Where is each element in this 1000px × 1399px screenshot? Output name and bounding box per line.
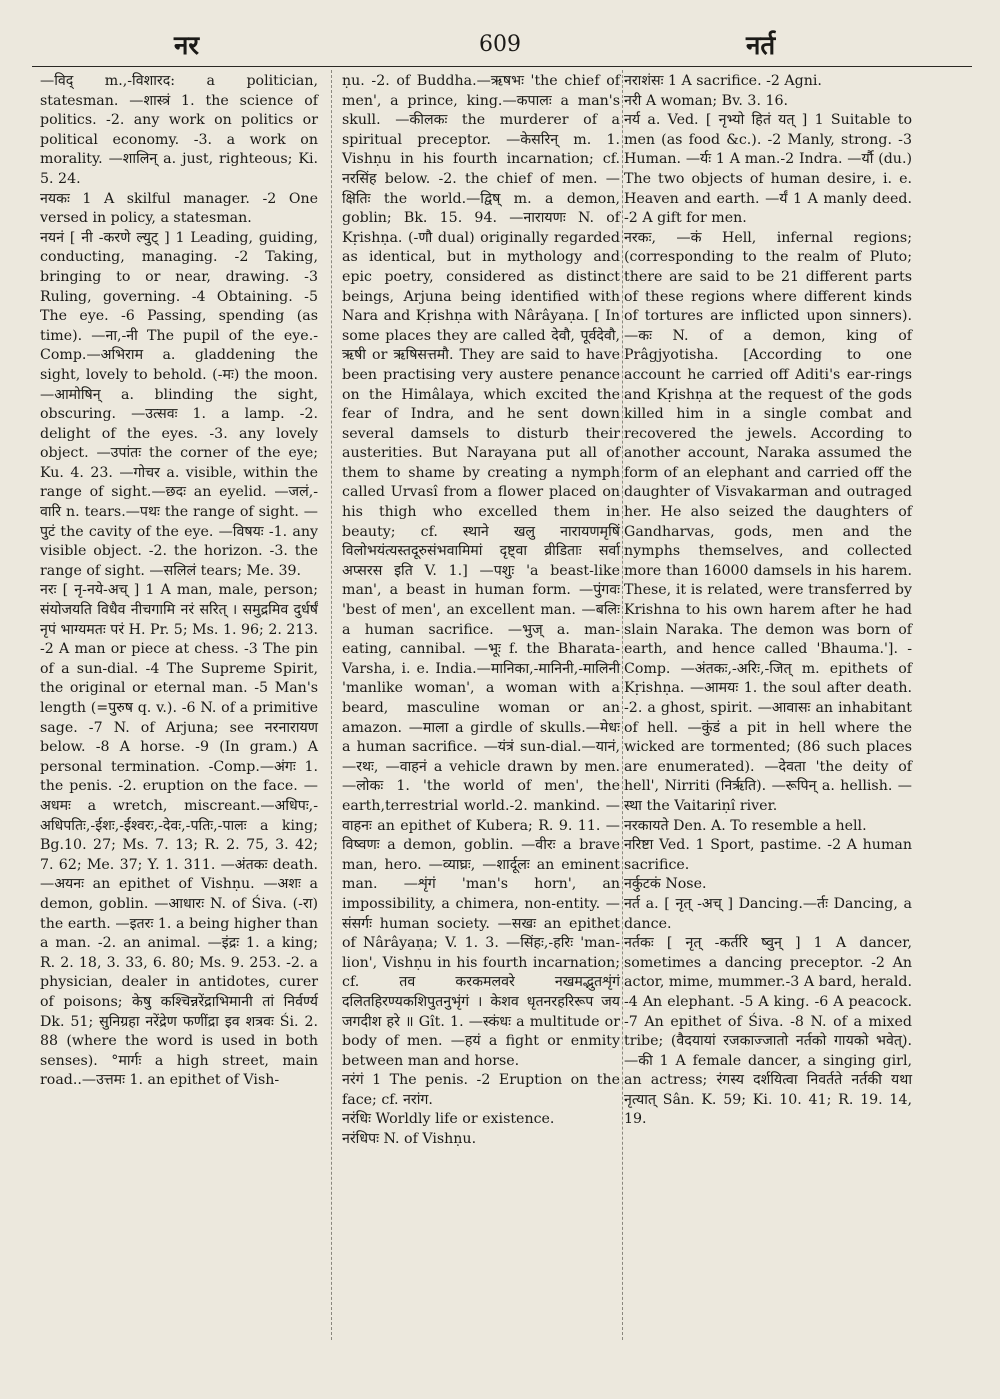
entry-paragraph: नर्य a. Ved. [ नृभ्यो हितं यत् ] 1 Suitable to men (as food &c.). -2 Manly, strong. -3 Human. —र्यः 1 A man.-2 Indra. —र्यौ (du.) The two objects of human desire, i. e. Heaven and earth. —र्यं 1 A manly deed. -2 A gift for men. xyxy=(624,112,912,227)
entry-paragraph: नर्त a. [ नृत् -अच् ] Dancing.—र्तः Dancing, a dance. xyxy=(624,895,912,932)
column-2 xyxy=(342,72,620,1150)
entry-paragraph: नरंधिः Worldly life or existence. xyxy=(342,1111,555,1128)
entry-paragraph: नरिष्टा Ved. 1 Sport, pastime. -2 A human sacrifice. xyxy=(624,837,912,873)
entry-paragraph: नर्कुटकं Nose. xyxy=(624,876,707,893)
entry-paragraph: नरकायते Den. A. To resemble a hell. xyxy=(624,817,867,834)
entry-paragraph: नरकः, —कं Hell, infernal regions; (corresponding to the realm of Pluto; there are said to be 21 different parts of these regions where different kinds of tortures are inflicted upon sinners). —कः N. of a demon, king of Prâgjyotisha. [According to one account he carried off Aditi's ear-rings and Kṛishṇa at the request of the gods killed him in a single combat and recovered the jewels. According to another account, Naraka assumed the form of an elephant and carried off the daughter of Visvakarman and outraged her. He also seized the daughters of Gandharvas, gods, men and the nymphs themselves, and collected more than 16000 damsels in his harem. These, it is related, were transferred by Krishna to his own harem after he had slain Naraka. The demon was born of earth, and hence called 'Bhauma.']. -Comp. —अंतकः,-अरिः,-जित् m. epithets of Kṛishṇa. —आमयः 1. the soul after death. -2. a ghost, spirit. —आवासः an inhabitant of hell. —कुंडं a pit in hell where the wicked are tormented; (86 such places are enumerated). —देवता 'the deity of hell', Nirriti (निर्ऋति). —रूपिन् a. hellish. —स्था the Vaitariṇî river. xyxy=(624,229,912,814)
header-rule xyxy=(32,66,972,67)
entry-paragraph: नराशंसः 1 A sacrifice. -2 Agni. xyxy=(624,73,822,89)
running-head-left: नर xyxy=(174,31,200,61)
entry-paragraph: नरंधिपः N. of Vishṇu. xyxy=(342,1131,477,1148)
column-1 xyxy=(40,72,318,1091)
entry-paragraph: ṇu. -2. of Buddha.—ऋषभः 'the chief of men', a prince, king.—कपालः a man's skull. —कीलकः the murderer of a spiritual preceptor. —केसरिन् m. 1. Vishṇu in his fourth incarnation; cf. नरसिंह below. -2. the chief of men. —क्षितिः the world.—द्विष् m. a demon, goblin; Bk. 15. 94. —नारायणः N. of Kṛishṇa. (-णौ dual) originally regarded as identical, but in mythology and epic poetry, considered as distinct beings, Arjuna being identified with Nara and Kṛishṇa with Nârâyaṇa. [ In some places they are called देवौ, पूर्वदेवौ, ऋषी or ऋषिसत्तमौ. They are said to have been practising very austere penance on the Himâlaya, which excited the fear of Indra, and he sent down several damsels to disturb their austerities. But Narayana put all of them to shame by creating a nymph called Urvasî from a flower placed on his thigh who excelled them in beauty; cf. स्थाने खलु नारायणमृषिं विलोभयंत्यस्तदूरुसंभवामिमां दृष्ट्वा व्रीडिताः सर्वा अप्सरस इति V. 1.] —पशुः 'a beast-like man', a beast in human form. —पुंगवः 'best of men', an excellent man. —बलिः a human sacrifice. —भुज् a. man-eating, cannibal. —भूः f. the Bharata-Varsha, i. e. India.—मानिका,-मानिनी,-मालिनी 'manlike woman', a woman with a beard, masculine woman or an amazon. —माला a girdle of skulls.—मेधः a human sacrifice. —यंत्रं sun-dial.—यानं, —रथः, —वाहनं a vehicle drawn by men. —लोकः 1. 'the world of men', the earth,terrestrial world.-2. mankind. —वाहनः an epithet of Kubera; R. 9. 11. —विष्वणः a demon, goblin. —वीरः a brave man, hero. —व्याघ्रः, —शार्दूलः an eminent man. —शृंगं 'man's horn', an impossibility, a chimera, non-entity. —संसर्गः human society. —सखः an epithet of Nârâyaṇa; V. 1. 3. —सिंहः,-हरिः 'man-lion', Vishṇu in his fourth incarnation; cf. तव करकमलवरे नखमद्भुतशृंगं दलितहिरण्यकशिपुतनुभृंगं । केशव धृतनरहरिरूप जय जगदीश हरे ॥ Gît. 1. —स्कंधः a multitude or body of men. —हयं a fight or enmity between man and horse. xyxy=(342,73,620,1069)
entry-paragraph: नयनं [ नी -करणे ल्युट् ] 1 Leading, guiding, conducting, managing. -2 Taking, bringing to or near, drawing. -3 Ruling, governing. -4 Obtaining. -5 The eye. -6 Passing, spending (as time). —ना,-नी The pupil of the eye.-Comp.—अभिराम a. gladdening the sight, lovely to behold. (-मः) the moon. —आमोषिन् a. blinding the sight, obscuring. —उत्सवः 1. a lamp. -2. delight of the eyes. -3. any lovely object. —उपांतः the corner of the eye; Ku. 4. 23. —गोचर a. visible, within the range of sight.—छदः an eyelid. —जलं,-वारि n. tears.—पथः the range of sight. —पुटं the cavity of the eye. —विषयः -1. any visible object. -2. the horizon. -3. the range of sight. —सलिलं tears; Me. 39. xyxy=(40,229,318,579)
entry-paragraph: नर्तकः [ नृत् -कर्तरि ष्वुन् ] 1 A dancer, sometimes a dancing preceptor. -2 An actor, mime, mummer.-3 A bard, herald. -4 An elephant. -5 A king. -6 A peacock. -7 An epithet of Śiva. -8 N. of a mixed tribe; (वैदयायां रजकाज्जातो नर्तको गायको भवेत्). —की 1 A female dancer, a singing girl, an actress; रंगस्य दर्शयित्वा निवर्तते नर्तकी यथा नृत्यात् Sân. K. 59; Ki. 10. 41; R. 19. 14, 19. xyxy=(624,935,912,1128)
column-3 xyxy=(624,72,912,1130)
entry-paragraph: नरी A woman; Bv. 3. 16. xyxy=(624,92,789,109)
column-divider xyxy=(622,70,623,1340)
entry-paragraph: नरः [ नृ-नये-अच् ] 1 A man, male, person; संयोजयति विधैव नीचगामि नरं सरित् । समुद्रमिव दुर्धर्षं नृपं भाग्यमतः परं H. Pr. 5; Ms. 1. 96; 2. 213. -2 A man or piece at chess. -3 The pin of a sun-dial. -4 The Supreme Spirit, the original or eternal man. -5 Man's length (=पुरुष q. v.). -6 N. of a primitive sage. -7 N. of Arjuna; see नरनारायण below. -8 A horse. -9 (In gram.) A personal termination. -Comp.—अंगः 1. the penis. -2. eruption on the face. —अधमः a wretch, miscreant.—अधिपः,-अधिपतिः,-ईशः,-ईश्वरः,-देवः,-पतिः,-पालः a king; Bg.10. 27; Ms. 7. 13; R. 2. 75, 3. 42; 7. 62; Me. 37; Y. 1. 311. —अंतकः death. —अयनः an epithet of Vishṇu. —अशः a demon, goblin. —आधारः N. of Śiva. (-रा) the earth. —इतरः 1. a being higher than a man. -2. an animal. —इंद्रः 1. a king; R. 2. 18, 3. 33, 6. 80; Ms. 9. 253. -2. a physician, dealer in antidotes, curer of poisons; केषु कश्चिन्नरेंद्राभिमानी तां निर्वर्ण्य Dk. 51; सुनिग्रहा नरेंद्रेण फणींद्रा इव शत्रवः Śi. 2. 88 (where the word is used in both senses). °मार्गः a high street, main road..—उत्तमः 1. an epithet of Vish- xyxy=(40,582,318,1089)
running-head-right: नर्त xyxy=(746,31,776,61)
column-divider xyxy=(331,70,332,1340)
entry-paragraph: नयकः 1 A skilful manager. -2 One versed in policy, a statesman. xyxy=(40,190,318,227)
entry-paragraph: —विद् m.,-विशारद: a politician, statesman. —शास्त्रं 1. the science of politics. -2. any work on politics or political economy. -3. a work on morality. —शालिन् a. just, righteous; Ki. 5. 24. xyxy=(40,73,318,187)
page-number: 609 xyxy=(479,32,521,57)
entry-paragraph: नरंगं 1 The penis. -2 Eruption on the face; cf. नरांग. xyxy=(342,1072,620,1108)
